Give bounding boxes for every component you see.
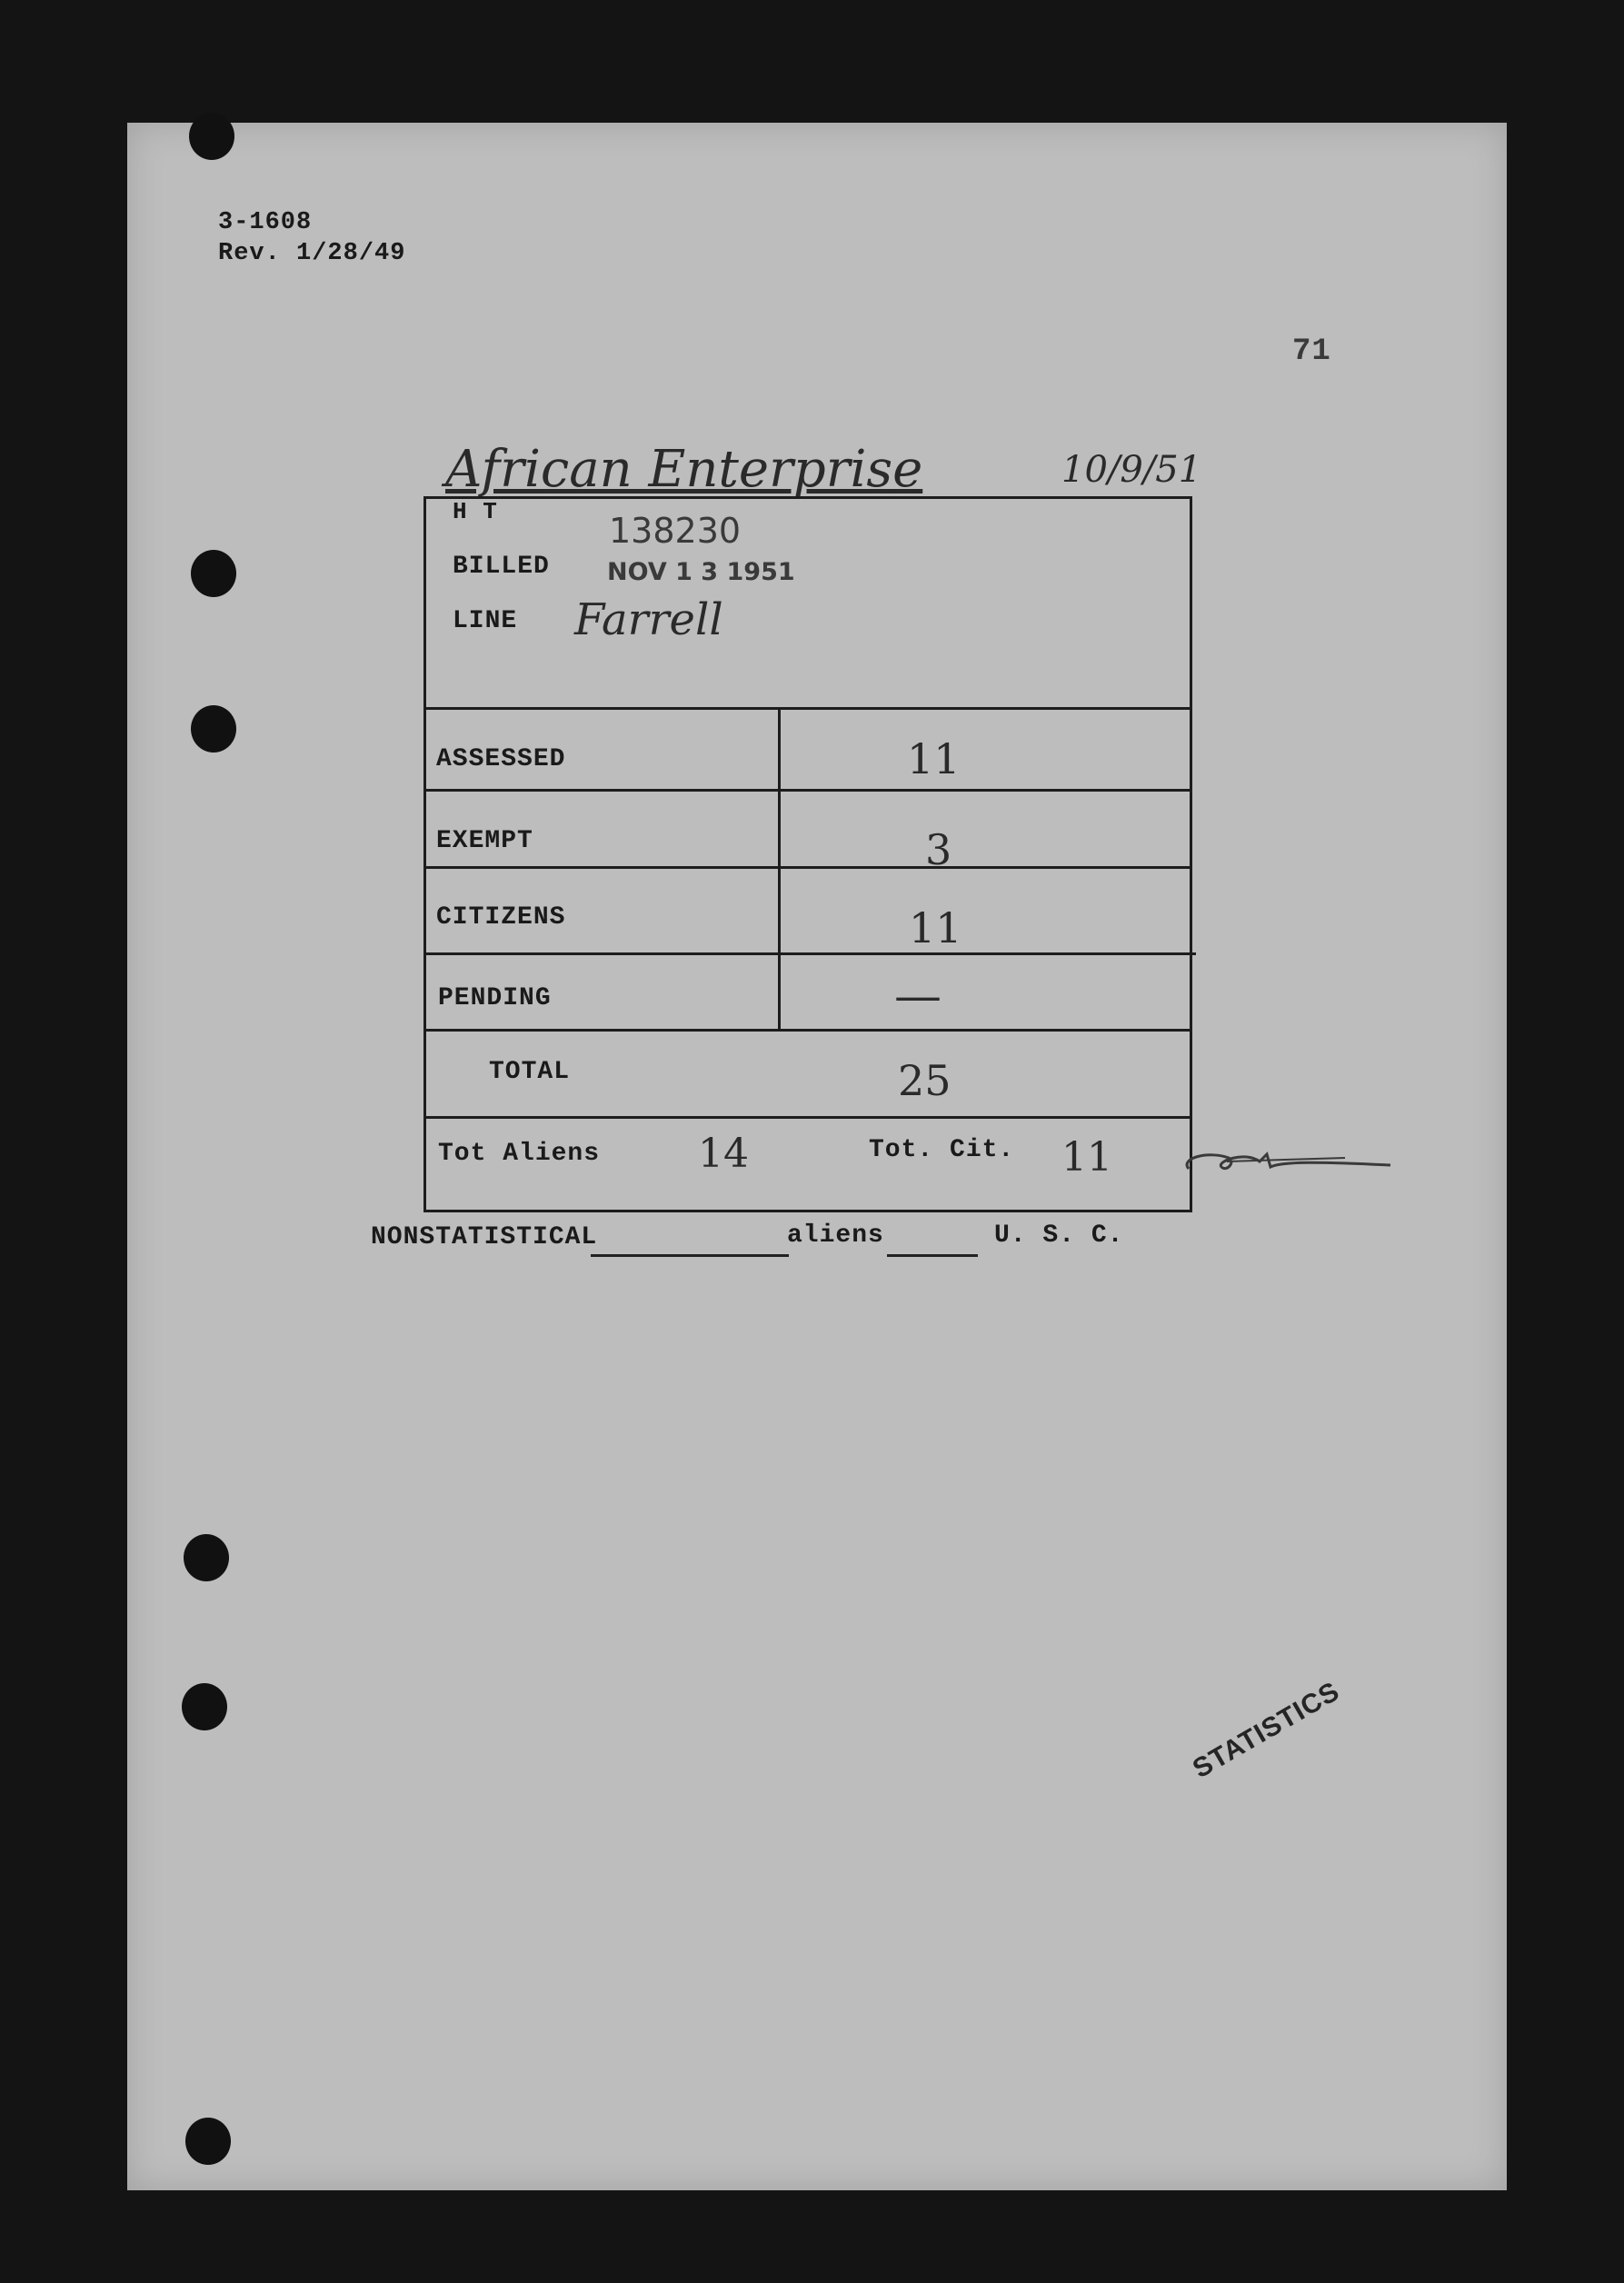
- form-number: 3-1608: [218, 209, 313, 236]
- divider: [423, 952, 1196, 955]
- citizens-label: CITIZENS: [436, 903, 566, 932]
- statistics-stamp: STATISTICS: [1188, 1676, 1345, 1785]
- nonstatistical-label: NONSTATISTICAL: [371, 1223, 598, 1251]
- total-aliens-label: Tot Aliens: [438, 1140, 601, 1168]
- punch-hole: [191, 550, 236, 597]
- punch-hole: [184, 1534, 229, 1581]
- punch-hole: [191, 705, 236, 753]
- record-table: [423, 496, 1192, 1212]
- usc-label: U. S. C.: [994, 1221, 1124, 1250]
- total-aliens-value: 14: [698, 1131, 749, 1177]
- exempt-label: EXEMPT: [436, 827, 533, 855]
- exempt-value: 3: [925, 825, 952, 874]
- billed-label: BILLED: [453, 553, 550, 581]
- divider: [423, 789, 1192, 792]
- divider: [423, 1029, 1192, 1032]
- total-label: TOTAL: [489, 1058, 571, 1086]
- divider: [423, 866, 1192, 869]
- line-label: LINE: [453, 607, 518, 635]
- header-date: 10/9/51: [1061, 449, 1202, 491]
- punch-hole: [189, 113, 234, 160]
- aliens-label: aliens: [787, 1221, 884, 1250]
- nonstatistical-blank: [591, 1254, 789, 1257]
- assessed-value: 11: [907, 734, 961, 783]
- assessed-label: ASSESSED: [436, 745, 566, 773]
- divider: [423, 707, 1192, 710]
- initials-signature: [1172, 1131, 1409, 1194]
- punch-hole: [185, 2118, 231, 2165]
- form-revision: Rev. 1/28/49: [218, 240, 406, 267]
- total-citizens-label: Tot. Cit.: [869, 1136, 1015, 1164]
- divider: [423, 1116, 1192, 1119]
- total-value: 25: [898, 1056, 951, 1105]
- billed-date: NOV 1 3 1951: [607, 558, 795, 586]
- aliens-blank: [887, 1254, 978, 1257]
- column-divider: [778, 707, 781, 1032]
- pending-label: PENDING: [438, 984, 552, 1012]
- vessel-name: African Enterprise: [445, 440, 923, 499]
- citizens-value: 11: [909, 903, 962, 952]
- ht-label: H T: [453, 498, 498, 525]
- ht-number: 138230: [609, 511, 742, 551]
- pending-value: —: [894, 969, 942, 1023]
- punch-hole: [182, 1683, 227, 1730]
- line-value: Farrell: [574, 594, 723, 645]
- page-number: 71: [1292, 334, 1331, 369]
- total-citizens-value: 11: [1061, 1134, 1112, 1181]
